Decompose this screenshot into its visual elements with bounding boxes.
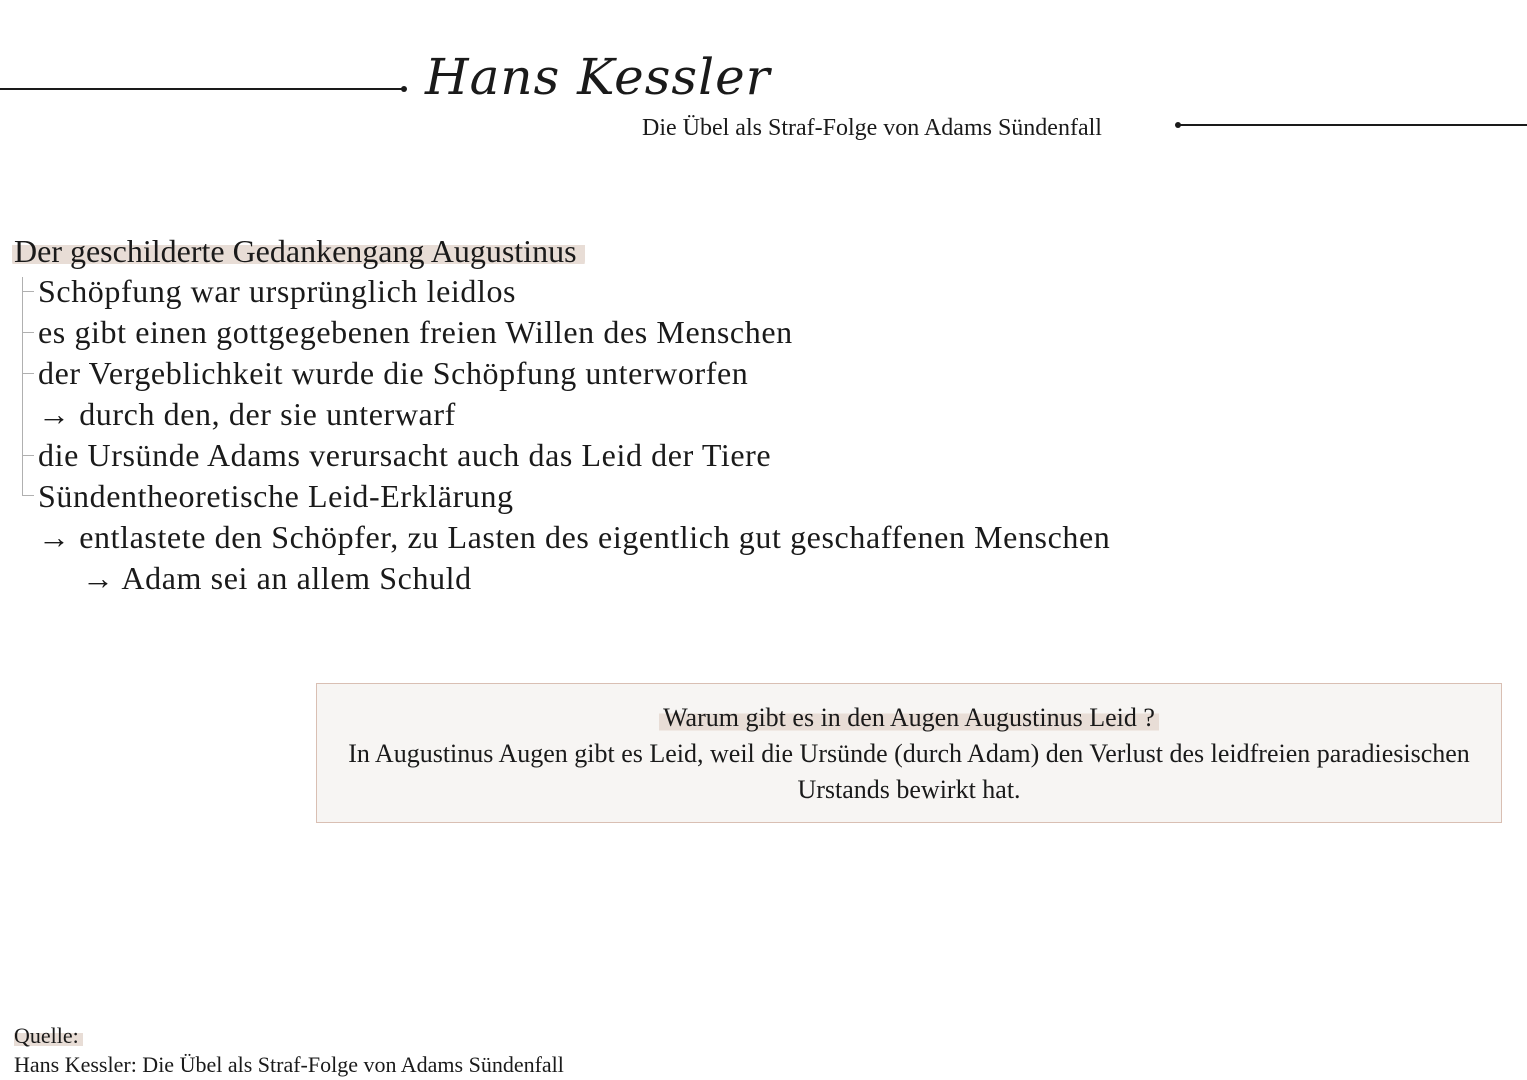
- list-item: es gibt einen gottgegebenen freien Willen des Menschen: [38, 314, 793, 350]
- list-bracket-tick: [22, 373, 34, 374]
- answer-box: [316, 683, 1502, 823]
- list-item: → entlastete den Schöpfer, zu Lasten des eigentlich gut geschaffenen Menschen: [38, 519, 1111, 555]
- list-item: Sündentheoretische Leid-Erklärung: [38, 478, 514, 514]
- source-label: Quelle:: [14, 1022, 83, 1050]
- question-text: Warum gibt es in den Augen Augustinus Leid ?: [659, 700, 1159, 736]
- page-subtitle: Die Übel als Straf-Folge von Adams Sündenfall: [642, 115, 1102, 141]
- header-rule-right: [1180, 124, 1527, 126]
- answer-text: In Augustinus Augen gibt es Leid, weil die Ursünde (durch Adam) den Verlust des leidfreien paradiesischen Urstands bewirkt hat.: [348, 739, 1470, 804]
- header-rule-left-dot: [401, 86, 407, 92]
- list-bracket-tick: [22, 332, 34, 333]
- list-item: → durch den, der sie unterwarf: [38, 396, 456, 432]
- list-item: Schöpfung war ursprünglich leidlos: [38, 273, 517, 309]
- list-bracket-tick: [22, 291, 34, 292]
- page-title: Hans Kessler: [425, 48, 771, 106]
- list-bracket-tick: [22, 495, 34, 496]
- list-item: die Ursünde Adams verursacht auch das Leid der Tiere: [38, 437, 772, 473]
- list-item: der Vergeblichkeit wurde die Schöpfung unterworfen: [38, 355, 749, 391]
- header-rule-left: [0, 88, 402, 90]
- section-heading: Der geschilderte Gedankengang Augustinus: [12, 231, 585, 271]
- list-item: → Adam sei an allem Schuld: [82, 560, 472, 596]
- list-bracket-tick: [22, 455, 34, 456]
- source-text: Hans Kessler: Die Übel als Straf-Folge von Adams Sündenfall: [14, 1052, 564, 1077]
- list-bracket: [22, 277, 23, 495]
